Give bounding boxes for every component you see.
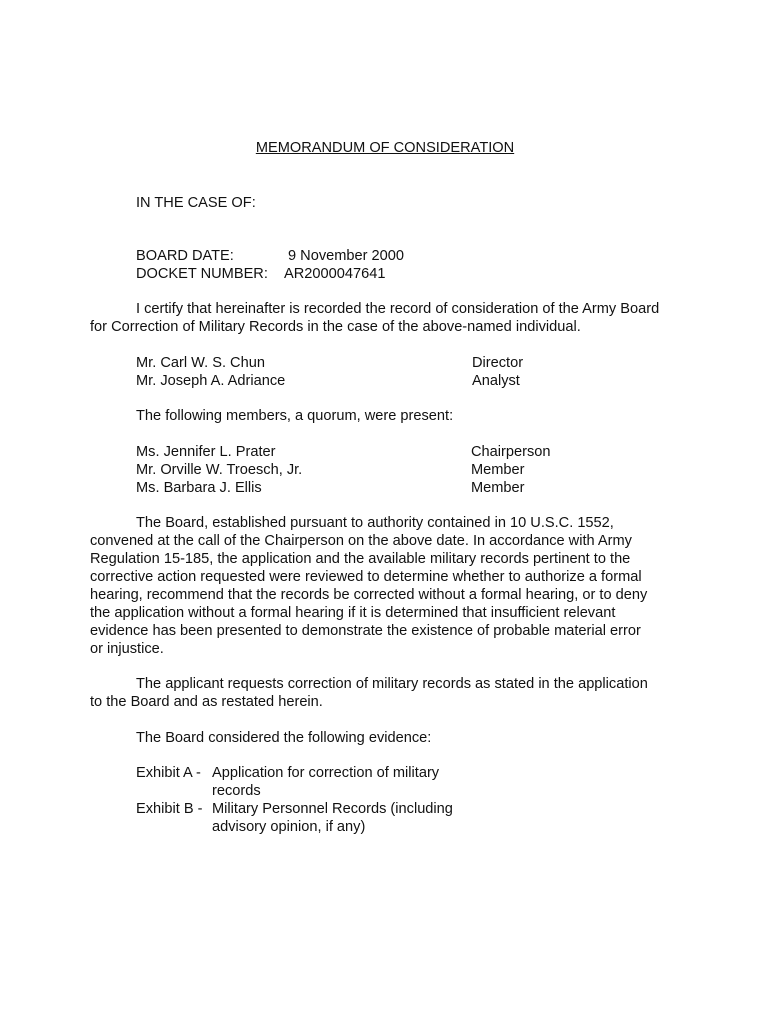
case-label: IN THE CASE OF:	[136, 195, 256, 211]
member-name: Mr. Orville W. Troesch, Jr.	[136, 462, 303, 478]
quorum-text: The following members, a quorum, were present:	[136, 408, 454, 424]
member-role: Member	[471, 480, 525, 496]
member-role: Chairperson	[471, 444, 551, 460]
board-line: The Board, established pursuant to authority contained in 10 U.S.C. 1552,	[136, 515, 614, 531]
applicant-paragraph	[90, 675, 690, 711]
exhibit-description-cont: advisory opinion, if any)	[212, 819, 366, 835]
docket-number-label: DOCKET NUMBER:	[136, 266, 268, 282]
board-date-value: 9 November 2000	[288, 248, 405, 264]
member-role: Member	[471, 462, 525, 478]
applicant-line: to the Board and as restated herein.	[90, 694, 323, 710]
member-name: Ms. Barbara J. Ellis	[136, 480, 262, 496]
board-line: Regulation 15-185, the application and the available military records pertinent to the	[90, 551, 631, 567]
member-name: Ms. Jennifer L. Prater	[136, 444, 276, 460]
staff-name: Mr. Carl W. S. Chun	[136, 355, 265, 371]
certify-line: I certify that hereinafter is recorded the record of consideration of the Army Board	[136, 301, 660, 317]
exhibit-label: Exhibit B -	[136, 801, 203, 817]
evidence-intro: The Board considered the following evidence:	[136, 730, 432, 746]
exhibit-description-cont: records	[212, 783, 261, 799]
board-line: evidence has been presented to demonstrate the existence of probable material error	[90, 623, 641, 639]
certify-paragraph	[90, 300, 690, 336]
board-line: hearing, recommend that the records be corrected without a formal hearing, or to deny	[90, 587, 648, 603]
docket-number-value: AR2000047641	[284, 266, 386, 282]
staff-name: Mr. Joseph A. Adriance	[136, 373, 286, 389]
exhibit-description: Application for correction of military	[212, 765, 440, 781]
board-paragraph	[90, 514, 690, 658]
board-date-label: BOARD DATE:	[136, 248, 234, 264]
memo-title-text: MEMORANDUM OF CONSIDERATION	[255, 140, 515, 156]
staff-role: Director	[472, 355, 524, 371]
board-line: the application without a formal hearing if it is determined that insufficient relevant	[90, 605, 616, 621]
applicant-line: The applicant requests correction of military records as stated in the application	[136, 676, 648, 692]
board-line: convened at the call of the Chairperson on the above date. In accordance with Army	[90, 533, 632, 549]
staff-role: Analyst	[472, 373, 520, 389]
certify-line: for Correction of Military Records in the case of the above-named individual.	[90, 319, 581, 335]
exhibit-label: Exhibit A -	[136, 765, 201, 781]
exhibit-description: Military Personnel Records (including	[212, 801, 453, 817]
memo-title	[0, 139, 770, 157]
board-line: corrective action requested were reviewed to determine whether to authorize a formal	[90, 569, 642, 585]
board-line: or injustice.	[90, 641, 164, 657]
